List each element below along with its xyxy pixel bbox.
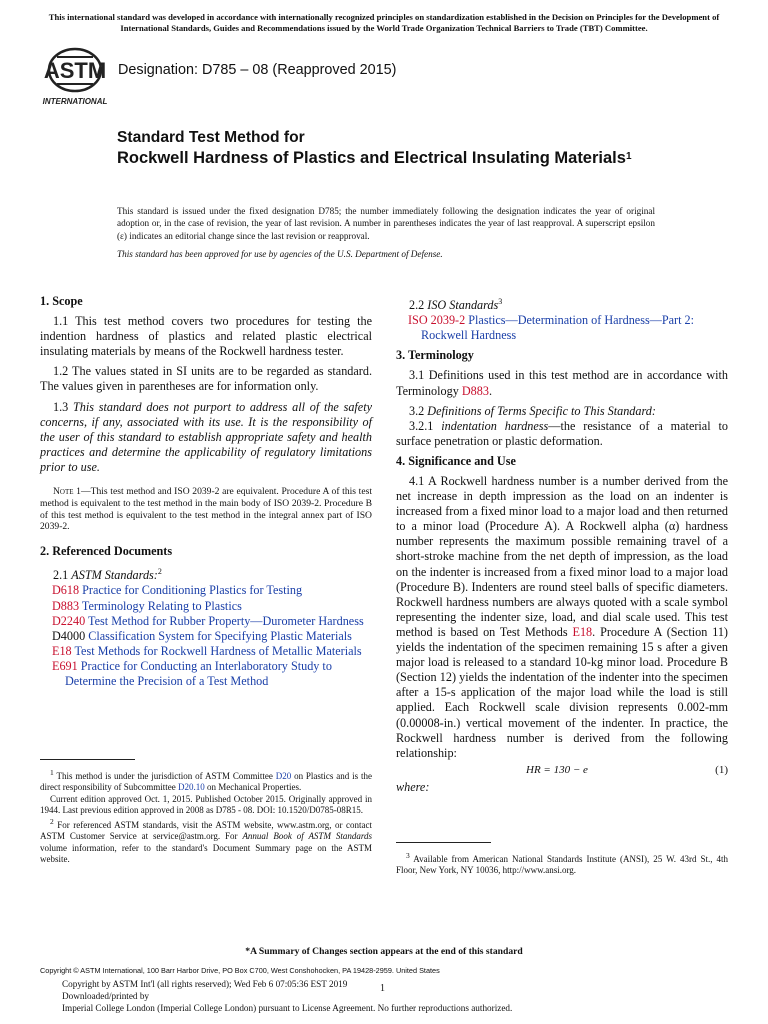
dod-approval-note: This standard has been approved for use by agencies of the U.S. Department of Defense. (117, 249, 443, 259)
term: indentation hardness (441, 418, 549, 433)
ref-code-link[interactable]: D2240 (52, 613, 86, 628)
para-1-2: 1.2 The values stated in SI units are to be regarded as standard. The values given in parentheses are for information only. (40, 364, 372, 394)
ref-title-link[interactable]: Practice for Conducting an Interlaboratory Study to Determine the Precision of a Test Method (65, 658, 332, 689)
para-text: . Procedure A (Section 11) yields the indentation of the specimen remaining 15 s after a given major load is released to a standard 10-kg minor load. Procedure B (Section 12) yields the indentation of the indenter into the specimen after a 15-s application of the major load while the load is still applied. Each Rockwell scale division represents 0.002-mm (0.00008-in.) vertical movement of the indenter. In practice, the Rockwell hardness number is derived from the following relationship: (396, 624, 728, 760)
section-3-title: 3. Terminology (396, 348, 474, 363)
ref-item[interactable] (40, 614, 372, 629)
ref-code-link[interactable]: D883 (461, 383, 489, 398)
equation: HR = 130 − e (526, 763, 588, 776)
para-number: 1.3 (53, 399, 73, 414)
note-1 (40, 486, 372, 533)
footnote-mark: 2 (157, 567, 162, 577)
left-footnotes (40, 767, 372, 865)
download-line-2: Downloaded/printed by (62, 991, 150, 1002)
fn-text-italic: Annual Book of ASTM Standards (242, 831, 372, 842)
para-3-1: 3.1 Definitions used in this test method are in accordance with Terminology D883. (396, 368, 728, 398)
designation: Designation: D785 – 08 (Reapproved 2015) (118, 62, 397, 78)
para-3-2-1 (396, 419, 728, 449)
wto-notice: This international standard was developed in accordance with internationally recognized principles on standardization established in the Decision on Principles for the Development of International Standards, Guides and Recommendations issued by the World Trade Organization Technical Barriers to Trade (TBT) Committee. (48, 12, 720, 33)
ref-code-link[interactable]: E691 (52, 658, 78, 673)
ref-title-link[interactable]: Practice for Conditioning Plastics for Testing (82, 583, 303, 598)
ref-item[interactable] (40, 659, 372, 689)
equation-row (396, 763, 728, 778)
section-2-title: 2. Referenced Documents (40, 544, 173, 559)
summary-note: *A Summary of Changes section appears at the end of this standard (245, 946, 523, 957)
download-line-3: Imperial College London (Imperial College London) pursuant to License Agreement. No further reproductions authorized. (62, 1003, 513, 1014)
para-3-1-text: 3.1 Definitions used in this test method are in accordance with Terminology (396, 368, 728, 398)
ref-item[interactable] (40, 583, 372, 598)
para-1-3 (40, 400, 372, 475)
title-footnote-mark: 1 (625, 151, 632, 162)
subcommittee-link[interactable]: D20.10 (177, 782, 205, 793)
ref-code: D4000 (52, 628, 86, 643)
copyright-line: Copyright © ASTM International, 100 Barr Harbor Drive, PO Box C700, West Conshohocken, PA 19428-2959. United States (40, 966, 440, 975)
fn-text: For referenced ASTM standards, visit the ASTM website, www.astm.org, or contact ASTM Customer Service at service@astm.org. For (40, 820, 372, 842)
fn-text: on Plastics and is the direct responsibility of Subcommittee (40, 771, 373, 793)
footnote-rule (396, 842, 491, 843)
para-number: 2.2 (409, 298, 428, 313)
ref-title-link[interactable]: Terminology Relating to Plastics (81, 598, 242, 613)
note-label: Note 1 (53, 486, 81, 498)
ref-title-link[interactable]: Test Method for Rubber Property—Durometer Hardness (88, 613, 364, 628)
footnote-2: $^2$ For referenced ASTM standards, visit the ASTM website, www.astm.org, or contact ASTM Customer Service at service@astm.org. For Annual Book of ASTM Standards volume information, refer to the standard's Document Summary page on the ASTM website. (40, 817, 372, 865)
footnote-3: $^3$ Available from American National Standards Institute (ANSI), 25 W. 43rd St., 4th Floor, New York, NY 10036, http://www.ansi.org. (396, 851, 728, 876)
ref-title-link[interactable]: Plastics—Determination of Hardness—Part 2: Rockwell Hardness (421, 313, 695, 343)
footnote-1: $^1$ This method is under the jurisdiction of ASTM Committee D20 on Plastics and is the direct responsibility of Subcommittee D20.10 on Mechanical Properties. (40, 768, 373, 793)
para-number: 3.2.1 (409, 418, 442, 433)
para-2-1-text: ASTM Standards: (71, 568, 158, 583)
section-4-title: 4. Significance and Use (396, 453, 516, 468)
title-prefix: Standard Test Method for (117, 129, 305, 146)
logo-text: INTERNATIONAL (42, 97, 108, 106)
ref-title-link[interactable]: Classification System for Specifying Plastic Materials (88, 628, 352, 643)
fn-text: This method is under the jurisdiction of ASTM Committee (56, 771, 276, 781)
astm-logo (40, 46, 110, 108)
footnote-mark: 3 (498, 297, 503, 306)
ref-code-link[interactable]: E18 (52, 643, 72, 658)
footnote-rule (40, 759, 135, 760)
para-3-2-text: Definitions of Terms Specific to This Standard: (427, 403, 656, 418)
download-line-1: Copyright by ASTM Int'l (all rights reserved); Wed Feb 6 07:05:36 EST 2019 (62, 979, 348, 989)
ref-code-link[interactable]: E18 (572, 624, 593, 639)
committee-link[interactable]: D20 (275, 771, 292, 781)
fn-text: Available from American National Standards Institute (ANSI), 25 W. 43rd St., 4th Floor, New York, NY 10036, http://www.ansi.org. (396, 854, 728, 876)
para-text: 4.1 A Rockwell hardness number is a number derived from the net increase in depth impression as the load on an indenter is increased from a fixed minor load to a major load and then returned to a minor load (Procedure A). A Rockwell alpha (α) hardness number represents the maximum possible remaining travel of a short-stroke machine from the net depth of impression, as the load on the indenter is increased from a fixed minor load to a major load (Procedure B). Indenters are round steel balls of specific diameters. Rockwell hardness numbers are always quoted with a scale symbol representing the indenter size, load, and dial scale used. This test method is based on Test Methods (396, 474, 728, 639)
para-2-1 (40, 564, 372, 583)
para-number: 2.1 (53, 568, 72, 583)
definition-text: —the resistance of a material to surface penetration or plastic deformation. (396, 418, 728, 448)
where-label (396, 780, 728, 795)
ref-title-link[interactable]: Test Methods for Rockwell Hardness of Metallic Materials (74, 643, 362, 658)
para-3-2 (396, 404, 728, 419)
footnote-1-edition: Current edition approved Oct. 1, 2015. Published October 2015. Originally approved in 1944. Last previous edition approved in 2008 as D785 - 08. DOI: 10.1520/D0785-08R15. (40, 793, 372, 815)
right-column (396, 294, 728, 795)
para-number: 3.2 (409, 403, 428, 418)
para-4-1 (396, 474, 728, 761)
ref-item[interactable] (40, 599, 372, 614)
left-column (40, 294, 372, 689)
page-number: 1 (380, 983, 385, 994)
right-footnotes (396, 850, 728, 877)
note-1-text: —This test method and ISO 2039-2 are equivalent. Procedure A of this test method is equivalent to the test method in the main body of ISO 2039-2. Procedure B of this test method is equivalent to the test method in the integral annex part of ISO 2039-2. (40, 486, 372, 533)
ref-item[interactable] (40, 629, 372, 644)
para-2-2-text: ISO Standards (427, 298, 499, 313)
ref-code-link[interactable]: D618 (52, 583, 80, 598)
document-title (117, 148, 637, 169)
title-text: Rockwell Hardness of Plastics and Electrical Insulating Materials (117, 149, 626, 167)
fn-text: volume information, refer to the standard's Document Summary page on the ASTM website. (40, 842, 372, 865)
svg-text:ASTM: ASTM (43, 58, 107, 83)
section-1-title: 1. Scope (40, 294, 83, 308)
ref-code-link[interactable]: ISO 2039-2 (408, 313, 466, 328)
para-2-2 (396, 294, 728, 313)
para-1-3-text: This standard does not purport to address all of the safety concerns, if any, associated with its use. It is the responsibility of the user of this standard to establish appropriate safety and health practices and determine the applicability of regulatory limitations prior to use. (40, 399, 373, 474)
para-1-1: 1.1 This test method covers two procedures for testing the indention hardness of plastics and related plastic electrical insulating materials by means of the Rockwell hardness tester. (40, 314, 372, 359)
fn-text: on Mechanical Properties. (204, 782, 302, 793)
equation-number: (1) (715, 763, 728, 776)
download-notice (62, 978, 722, 1015)
ref-item[interactable] (40, 644, 372, 659)
ref-item[interactable] (396, 313, 728, 343)
issue-note: This standard is issued under the fixed designation D785; the number immediately following the designation indicates the year of original adoption or, in the case of revision, the year of last revision. A number in parentheses indicates the year of last reapproval. A superscript epsilon (ε) indicates an editorial change since the last revision or reapproval. (117, 206, 655, 241)
ref-code-link[interactable]: D883 (52, 598, 80, 613)
where-text: where: (396, 779, 430, 794)
